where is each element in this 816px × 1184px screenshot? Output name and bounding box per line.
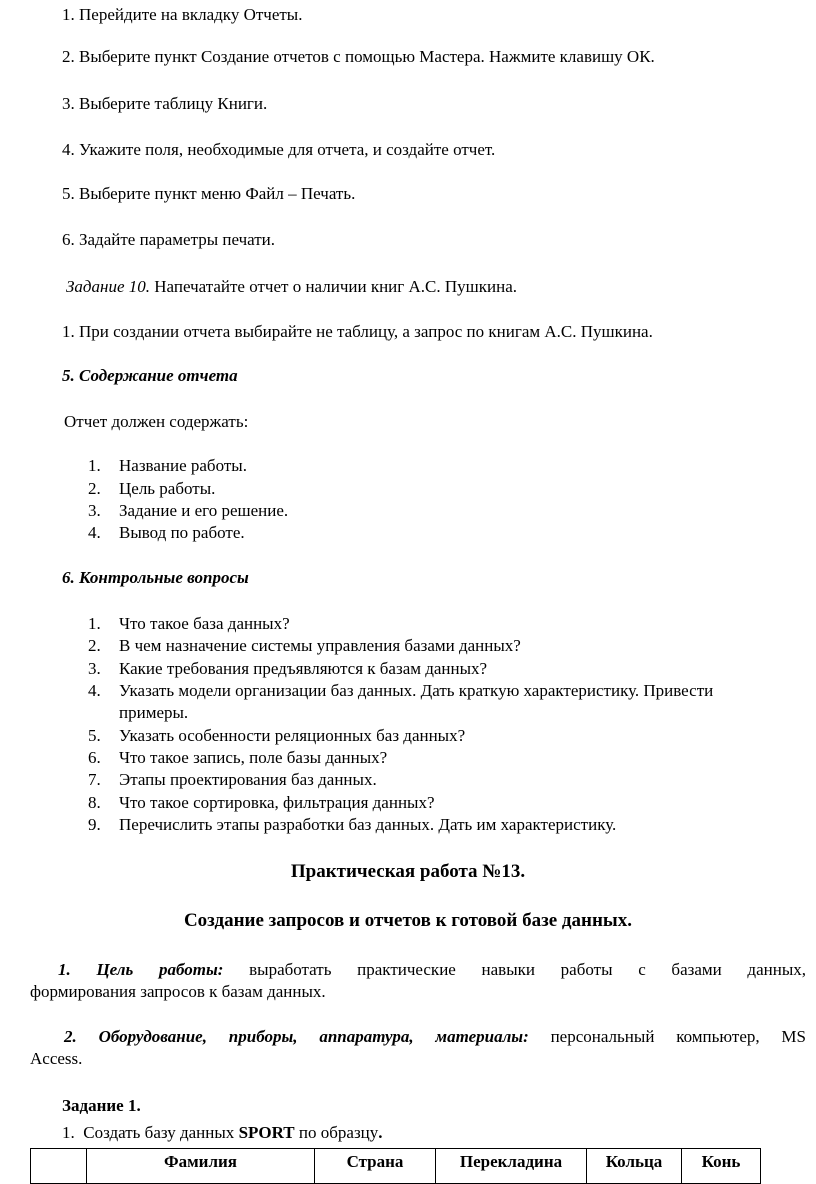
table-header-cell — [31, 1149, 87, 1184]
section-5-intro: Отчет должен содержать: — [64, 412, 249, 431]
task-10-label: Задание 10. — [66, 277, 150, 296]
step-3: 3. Выберите таблицу Книги. — [62, 94, 268, 113]
practical-subtitle: Создание запросов и отчетов к готовой базе данных. — [183, 910, 633, 931]
table-header-cell: Перекладина — [436, 1149, 587, 1184]
section-6-heading: 6. Контрольные вопросы — [62, 568, 249, 587]
step-1: 1. Перейдите на вкладку Отчеты. — [62, 5, 303, 24]
step-4: 4. Укажите поля, необходимые для отчета, и создайте отчет. — [62, 140, 496, 159]
equipment-label: 2. Оборудование, приборы, аппаратура, материалы: — [64, 1027, 529, 1046]
table-header-cell: Конь — [682, 1149, 761, 1184]
goal-label: 1. Цель работы: — [58, 960, 224, 979]
step-6: 6. Задайте параметры печати. — [62, 230, 276, 249]
task-10-text: Напечатайте отчет о наличии книг А.С. Пушкина. — [150, 277, 517, 296]
task-10 — [66, 277, 517, 297]
step-2: 2. Выберите пункт Создание отчетов с помощью Мастера. Нажмите клавишу ОК. — [62, 47, 655, 66]
section-5-heading: 5. Содержание отчета — [62, 366, 238, 385]
table-header-row — [31, 1149, 761, 1184]
goal-line-2: формирования запросов к базам данных. — [30, 982, 326, 1001]
task-10-step: 1. При создании отчета выбирайте не таблицу, а запрос по книгам А.С. Пушкина. — [62, 322, 653, 341]
table-header-cell: Фамилия — [87, 1149, 315, 1184]
db-name: SPORT — [238, 1123, 295, 1142]
table-header-cell: Страна — [315, 1149, 436, 1184]
equipment-line-2: Access. — [30, 1049, 83, 1068]
equipment-line-1: 2. Оборудование, приборы, аппаратура, материалы: персональный компьютер, MS — [64, 1027, 806, 1046]
goal-line-1: 1. Цель работы: выработать практические навыки работы с базами данных, — [58, 960, 806, 979]
practical-title: Практическая работа №13. — [290, 861, 526, 882]
sport-table — [30, 1148, 761, 1184]
task-1-step: 1. Создать базу данных SPORT по образцу. — [62, 1123, 383, 1142]
step-5: 5. Выберите пункт меню Файл – Печать. — [62, 184, 356, 203]
task-1-heading: Задание 1. — [62, 1096, 141, 1115]
table-header-cell: Кольца — [587, 1149, 682, 1184]
